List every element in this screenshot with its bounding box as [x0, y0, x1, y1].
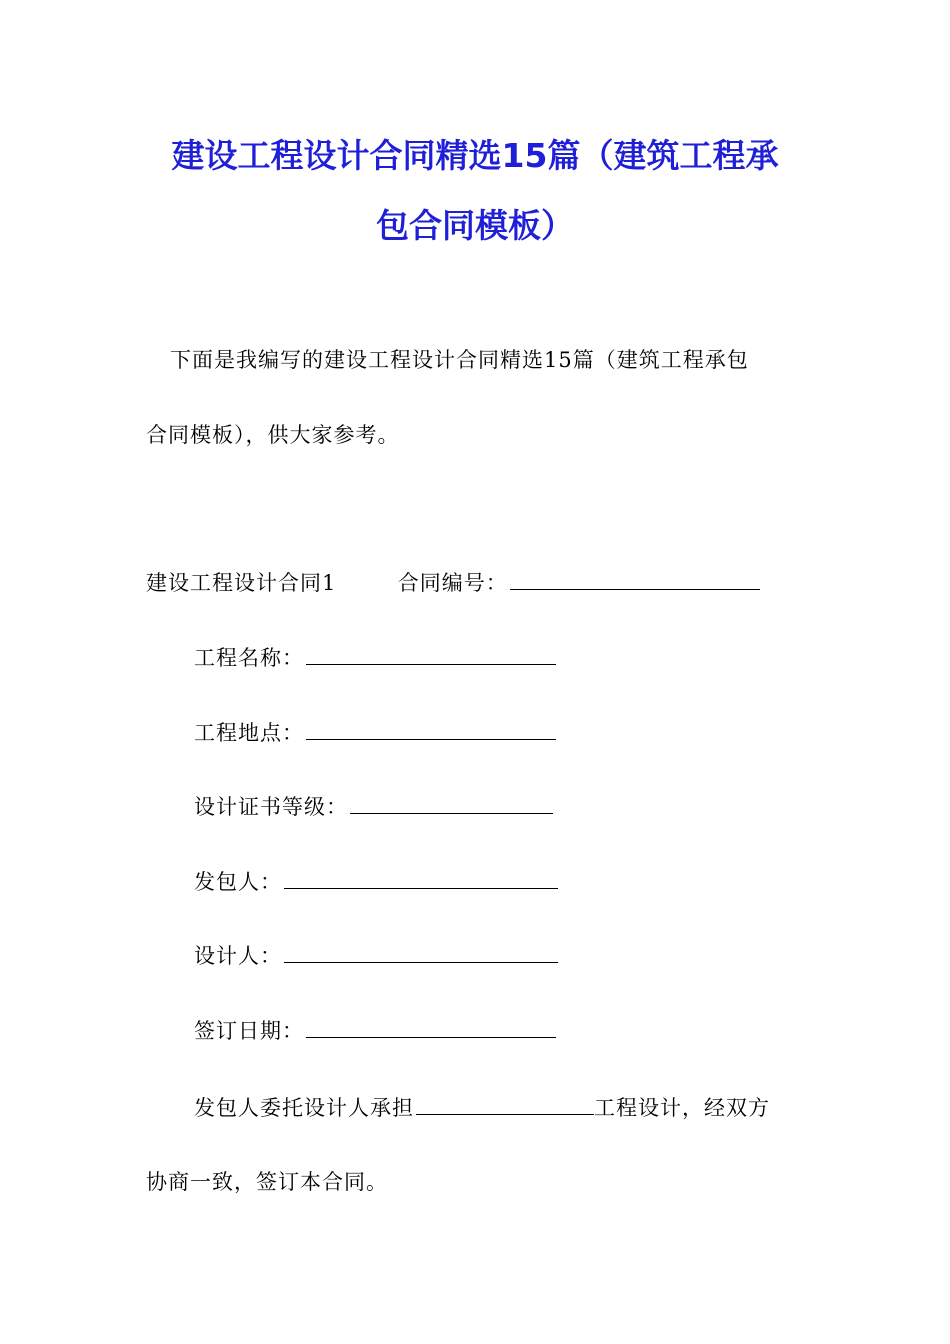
field-designer: [194, 941, 558, 971]
field-client: [194, 867, 558, 897]
field-certificate-grade: [194, 792, 553, 822]
field-blank: [350, 793, 553, 814]
document-title-line-1: 建设工程设计合同精选15篇（建筑工程承: [171, 136, 779, 175]
contract-number-blank: [510, 569, 760, 590]
field-label: 工程地点：: [194, 721, 304, 745]
contract-number-label: 合同编号：: [397, 571, 508, 595]
field-label: 工程名称：: [194, 646, 304, 670]
document-title-line-2: 包合同模板）: [376, 206, 574, 245]
contract-body-line-2: 协商一致，签订本合同。: [146, 1170, 388, 1194]
field-blank: [306, 644, 556, 665]
field-project-location: [194, 718, 556, 748]
field-label: 设计证书等级：: [194, 795, 348, 819]
field-label: 签订日期：: [194, 1019, 304, 1043]
field-project-name: [194, 643, 556, 673]
intro-paragraph-line-2: 合同模板），供大家参考。: [146, 423, 400, 447]
field-label: 设计人：: [194, 944, 282, 968]
contract-heading-row: [146, 568, 760, 598]
field-blank: [284, 868, 558, 889]
contract-heading: 建设工程设计合同1: [146, 571, 337, 595]
contract-body-text-b: 工程设计，经双方: [594, 1096, 770, 1120]
contract-body-line-1: [194, 1093, 770, 1123]
contract-body-text-a: 发包人委托设计人承担: [194, 1096, 414, 1120]
field-blank: [284, 942, 558, 963]
field-signing-date: [194, 1016, 556, 1046]
project-blank: [416, 1094, 594, 1115]
field-blank: [306, 1017, 556, 1038]
field-blank: [306, 719, 556, 740]
field-label: 发包人：: [194, 870, 282, 894]
intro-paragraph-line-1: 下面是我编写的建设工程设计合同精选15篇（建筑工程承包: [170, 348, 749, 372]
